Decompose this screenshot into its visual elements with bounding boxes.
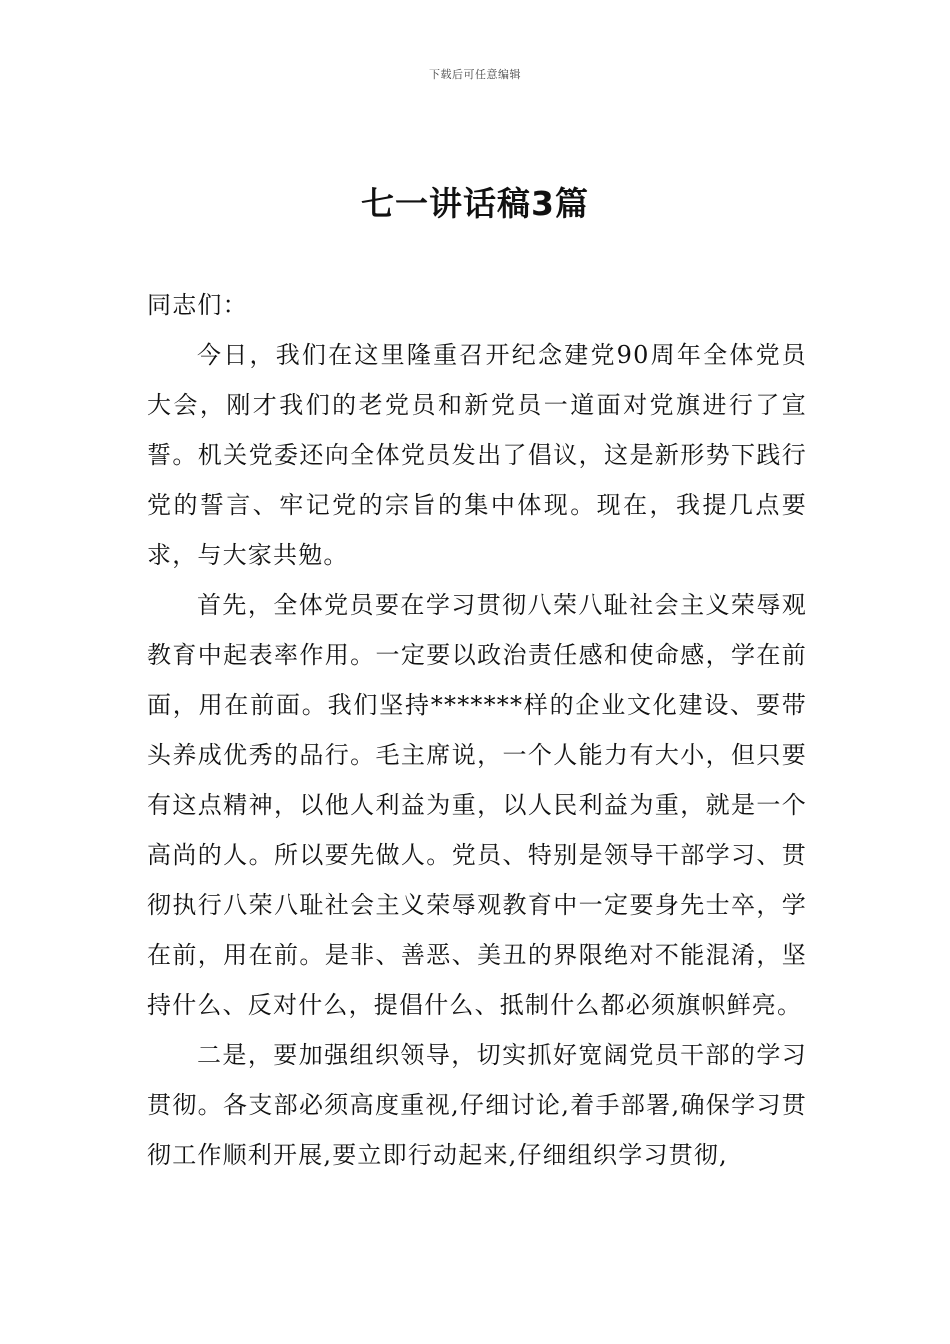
paragraph-3: 二是，要加强组织领导，切实抓好宽阔党员干部的学习贯彻。各支部必须高度重视,仔细讨论,着手部署,确保学习贯彻工作顺利开展,要立即行动起来,仔细组织学习贯彻, <box>147 1041 807 1169</box>
document-body <box>147 280 807 1180</box>
salutation: 同志们： <box>147 291 248 319</box>
document-title: 七一讲话稿3篇 <box>361 184 589 223</box>
header-note: 下载后可任意编辑 <box>429 68 521 81</box>
paragraph-2: 首先，全体党员要在学习贯彻八荣八耻社会主义荣辱观教育中起表率作用。一定要以政治责任感和使命感，学在前面，用在前面。我们坚持*******样的企业文化建设、要带头养成优秀的品行。毛主席说，一个人能力有大小，但只要有这点精神，以他人利益为重，以人民利益为重，就是一个高尚的人。所以要先做人。党员、特别是领导干部学习、贯彻执行八荣八耻社会主义荣辱观教育中一定要身先士卒，学在前，用在前。是非、善恶、美丑的界限绝对不能混淆，坚持什么、反对什么，提倡什么、抵制什么都必须旗帜鲜亮。 <box>147 591 807 1019</box>
paragraph-1: 今日，我们在这里隆重召开纪念建党90周年全体党员大会，刚才我们的老党员和新党员一道面对党旗进行了宣誓。机关党委还向全体党员发出了倡议，这是新形势下践行党的誓言、牢记党的宗旨的集中体现。现在，我提几点要求，与大家共勉。 <box>147 341 807 569</box>
